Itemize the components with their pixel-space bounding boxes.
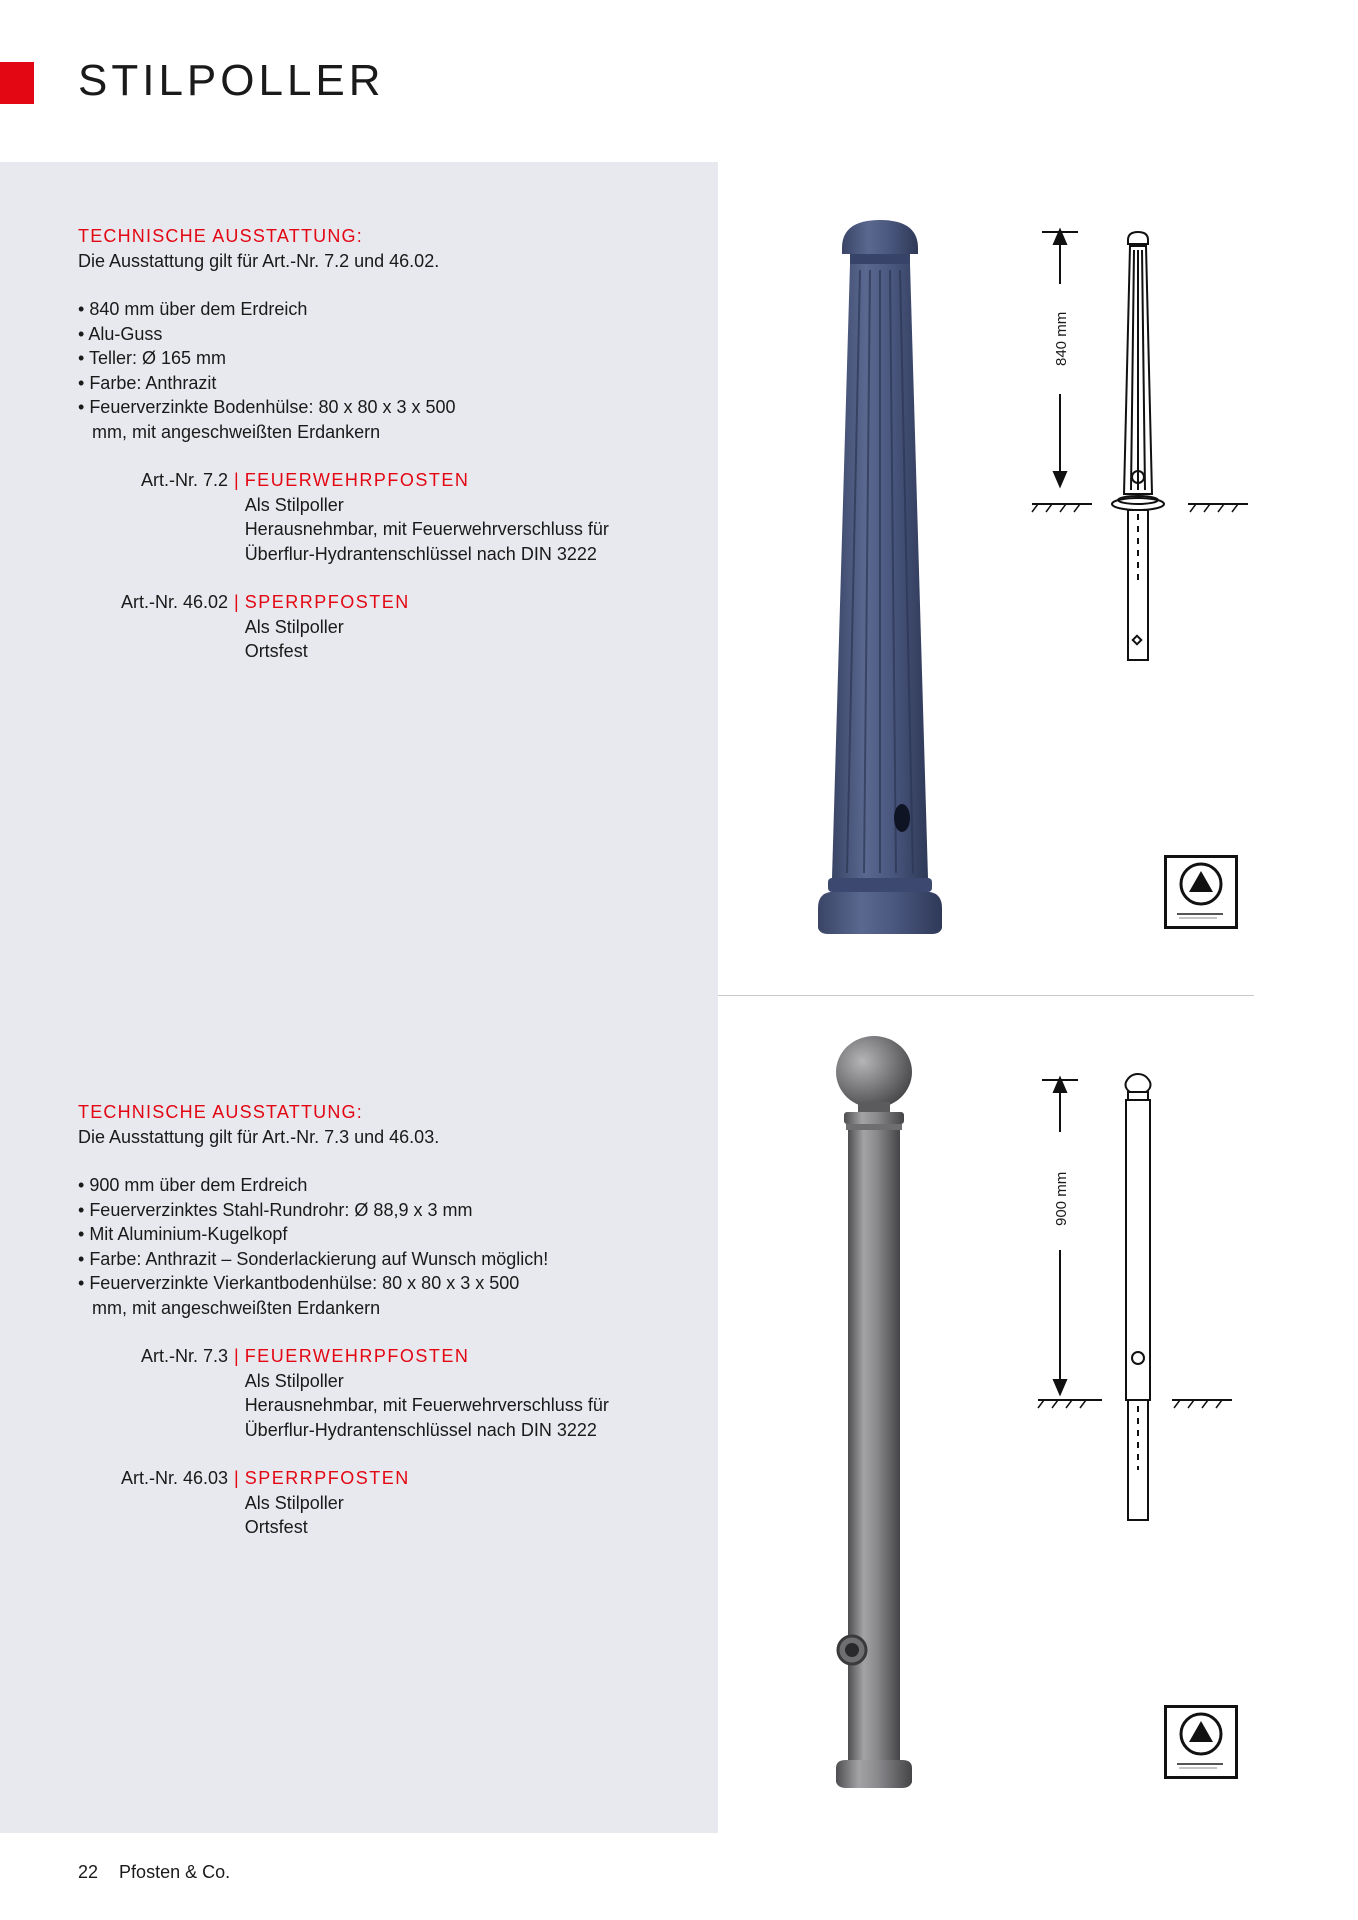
hydrant-key-symbol [1164,1705,1238,1779]
feature-list [78,297,698,444]
article-separator: | [234,1346,239,1366]
bollard-photo-round [814,1036,934,1796]
title-accent-block [0,62,34,104]
technical-drawing-2 [1020,1070,1260,1550]
article-separator: | [234,592,239,612]
article-number: Art.-Nr. 7.3 [140,1346,228,1366]
dimension-label: 840 mm [1053,311,1070,366]
feature-item: • Mit Aluminium-Kugelkopf [78,1222,698,1247]
footer-text: Pfosten & Co. [119,1862,231,1882]
article-list [78,468,698,664]
feature-item: • Teller: Ø 165 mm [78,346,698,371]
article-separator: | [234,1468,239,1488]
hydrant-key-symbol [1164,855,1238,929]
article-list [78,1344,698,1540]
page-title: STILPOLLER [78,56,385,105]
article-number: Art.-Nr. 46.03 [120,1468,228,1488]
feature-item: • Farbe: Anthrazit – Sonderlackierung auf Wunsch möglich! [78,1247,698,1272]
feature-item: • Feuerverzinkte Vierkantbodenhülse: 80 x 80 x 3 x 500 mm, mit angeschweißten Erdankern [78,1271,542,1320]
triangle-key-icon [1167,1708,1235,1776]
article-line: Als Stilpoller [244,494,344,515]
feature-item: • 840 mm über dem Erdreich [78,297,698,322]
article-line: Als Stilpoller [244,616,344,637]
section-intro: Die Ausstattung gilt für Art.-Nr. 7.2 und 46.02. [78,250,440,271]
section-divider [718,995,1254,996]
article-number: Art.-Nr. 7.2 [140,470,228,490]
article-entry [78,1466,698,1540]
feature-item: • Feuerverzinkte Bodenhülse: 80 x 80 x 3 x 500 mm, mit angeschweißten Erdankern [78,395,472,444]
triangle-key-icon [1167,858,1235,926]
article-title: FEUERWEHRPFOSTEN [244,1346,470,1366]
feature-item: • Feuerverzinktes Stahl-Rundrohr: Ø 88,9 x 3 mm [78,1198,698,1223]
article-entry [78,468,698,566]
article-title: SPERRPFOSTEN [244,592,410,612]
page-number: 22 [78,1862,99,1882]
article-line: Überflur-Hydrantenschlüssel nach DIN 3222 [244,1419,597,1440]
article-line: Überflur-Hydrantenschlüssel nach DIN 3222 [244,543,597,564]
article-title: FEUERWEHRPFOSTEN [244,470,470,490]
section-heading: TECHNISCHE AUSSTATTUNG: [78,226,363,246]
article-line: Als Stilpoller [244,1370,344,1391]
article-title: SPERRPFOSTEN [244,1468,410,1488]
feature-list [78,1173,698,1320]
technical-drawing-1 [1020,222,1260,672]
section-heading: TECHNISCHE AUSSTATTUNG: [78,1102,363,1122]
article-entry [78,1344,698,1442]
article-number: Art.-Nr. 46.02 [120,592,228,612]
section-1-text [78,224,698,664]
article-line: Herausnehmbar, mit Feuerwehrverschluss für [244,1395,609,1415]
article-line: Herausnehmbar, mit Feuerwehrverschluss für [244,519,609,539]
feature-item: • Alu-Guss [78,322,698,347]
section-intro: Die Ausstattung gilt für Art.-Nr. 7.3 und 46.03. [78,1126,440,1147]
feature-item: • 900 mm über dem Erdreich [78,1173,698,1198]
feature-item: • Farbe: Anthrazit [78,371,698,396]
section-2-text [78,1100,698,1540]
page-footer [78,1862,230,1883]
article-separator: | [234,470,239,490]
article-entry [78,590,698,664]
article-line: Ortsfest [244,641,308,661]
article-line: Als Stilpoller [244,1492,344,1513]
article-line: Ortsfest [244,1517,308,1537]
bollard-photo-fluted [800,218,960,938]
dimension-label: 900 mm [1053,1171,1070,1226]
